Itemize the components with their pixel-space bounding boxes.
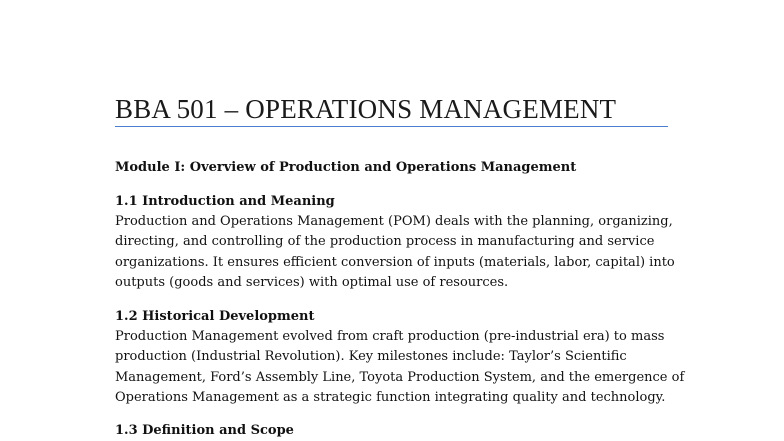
section-heading: 1.2 Historical Development [115,309,315,324]
paragraph-line: Production and Operations Management (POM) deals with the planning, organizing, [115,214,673,229]
paragraph-line: organizations. It ensures efficient conversion of inputs (materials, labor, capital) into [115,254,675,270]
paragraph-line: directing, and controlling of the production process in manufacturing and service [115,234,655,250]
section-introduction-and-meaning [115,192,675,293]
document-title: BBA 501 – OPERATIONS MANAGEMENT [115,94,617,124]
section-historical-development [115,307,685,408]
module-heading: Module I: Overview of Production and Operations Management [115,160,577,175]
section-heading: 1.1 Introduction and Meaning [115,194,335,209]
section-definition-and-scope [115,421,675,441]
paragraph-line: Operations Management as a strategic function integrating quality and technology. [115,389,666,405]
paragraph-line: Production Management evolved from craft production (pre-industrial era) to mass [115,329,665,344]
section-heading: 1.3 Definition and Scope [115,423,294,438]
section-paragraph [115,327,685,408]
paragraph-line: Management, Ford’s Assembly Line, Toyota Production System, and the emergence of [115,369,685,385]
title-underline-rule [115,126,668,127]
paragraph-line: outputs (goods and services) with optimal use of resources. [115,274,509,290]
section-paragraph [115,212,675,293]
paragraph-line: production (Industrial Revolution). Key milestones include: Taylor’s Scientific [115,349,627,365]
